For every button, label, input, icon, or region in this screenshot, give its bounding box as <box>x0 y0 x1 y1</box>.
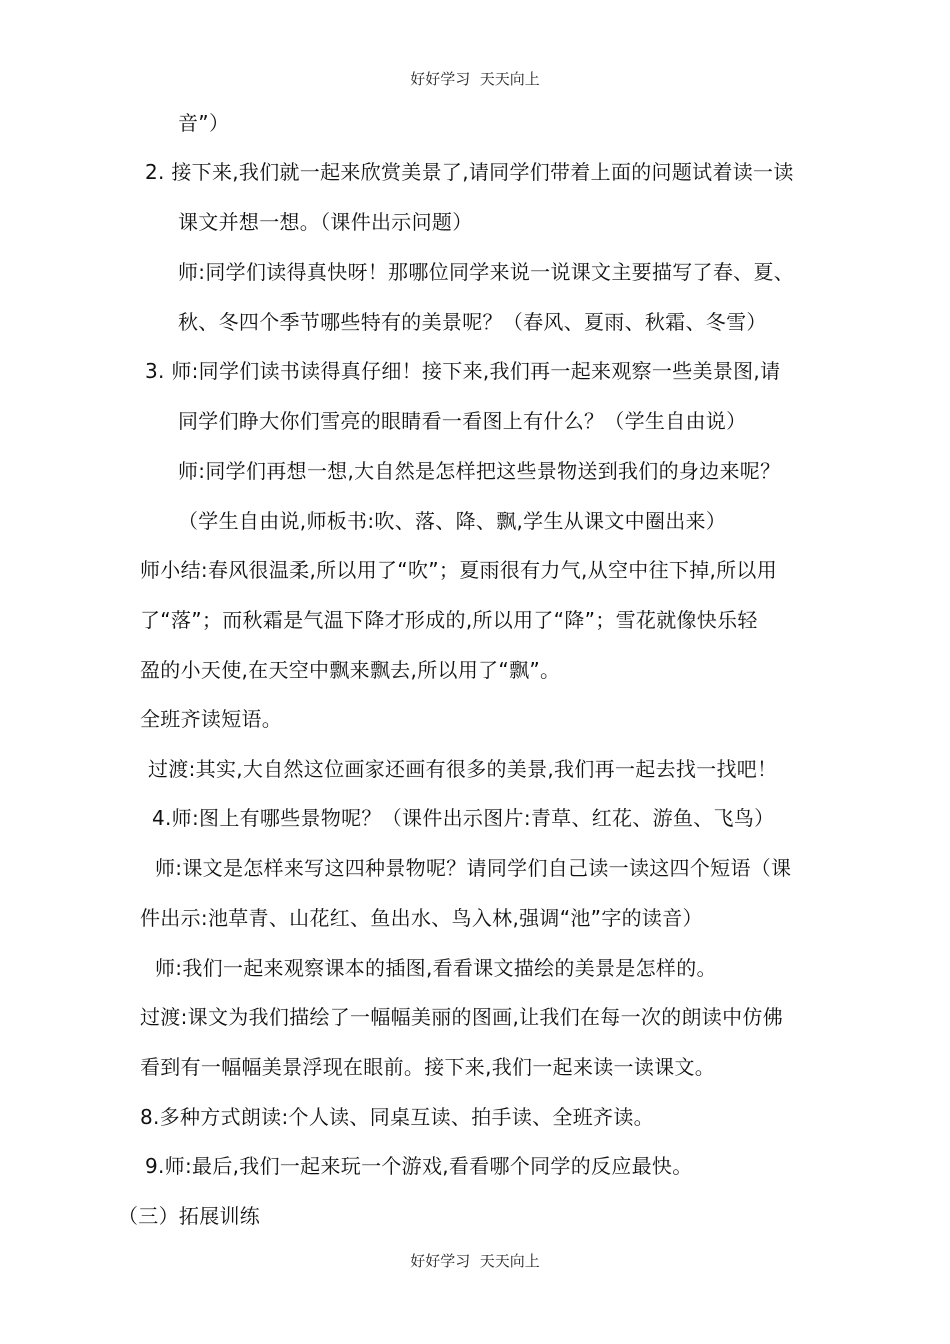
page-footer: 好好学习 天天向上 <box>410 1252 540 1270</box>
section-heading: （三）拓展训练 <box>118 1204 261 1228</box>
text-line: 了“落”；而秋霜是气温下降才形成的,所以用了“降”；雪花就像快乐轻 <box>140 608 758 632</box>
text-line: 师:我们一起来观察课本的插图,看看课文描绘的美景是怎样的。 <box>155 956 717 980</box>
text-line: 3. 师:同学们读书读得真仔细！接下来,我们再一起来观察一些美景图,请 <box>145 359 781 383</box>
page-header: 好好学习 天天向上 <box>410 70 540 88</box>
text-line: 音”） <box>178 111 230 135</box>
text-line: 看到有一幅幅美景浮现在眼前。接下来,我们一起来读一读课文。 <box>140 1055 716 1079</box>
text-line: 师:课文是怎样来写这四种景物呢？请同学们自己读一读这四个短语（课 <box>155 856 792 880</box>
text-line: 盈的小天使,在天空中飘来飘去,所以用了“飘”。 <box>140 658 561 682</box>
text-line: 过渡:其实,大自然这位画家还画有很多的美景,我们再一起去找一找吧！ <box>148 757 778 781</box>
text-line: 全班齐读短语。 <box>140 707 283 731</box>
text-line: 秋、冬四个季节哪些特有的美景呢？（春风、夏雨、秋霜、冬雪） <box>178 310 767 334</box>
text-line: （学生自由说,师板书:吹、落、降、飘,学生从课文中圈出来） <box>178 509 727 533</box>
text-line: 过渡:课文为我们描绘了一幅幅美丽的图画,让我们在每一次的朗读中仿佛 <box>140 1005 783 1029</box>
text-line: 同学们睁大你们雪亮的眼睛看一看图上有什么？（学生自由说） <box>178 409 747 433</box>
text-line: 师:同学们再想一想,大自然是怎样把这些景物送到我们的身边来呢？ <box>178 459 781 483</box>
text-line: 师小结:春风很温柔,所以用了“吹”；夏雨很有力气,从空中往下掉,所以用 <box>140 558 778 582</box>
text-line: 4.师:图上有哪些景物呢？（课件出示图片:青草、红花、游鱼、飞鸟） <box>152 806 775 830</box>
text-line: 8.多种方式朗读:个人读、同桌互读、拍手读、全班齐读。 <box>140 1105 654 1129</box>
text-line: 2. 接下来,我们就一起来欣赏美景了,请同学们带着上面的问题试着读一读 <box>145 160 794 184</box>
text-line: 件出示:池草青、山花红、鱼出水、鸟入林,强调“池”字的读音） <box>140 906 703 930</box>
text-line: 课文并想一想。（课件出示问题） <box>178 210 473 234</box>
text-line: 9.师:最后,我们一起来玩一个游戏,看看哪个同学的反应最快。 <box>145 1154 693 1178</box>
text-line: 师:同学们读得真快呀！那哪位同学来说一说课文主要描写了春、夏、 <box>178 260 795 284</box>
